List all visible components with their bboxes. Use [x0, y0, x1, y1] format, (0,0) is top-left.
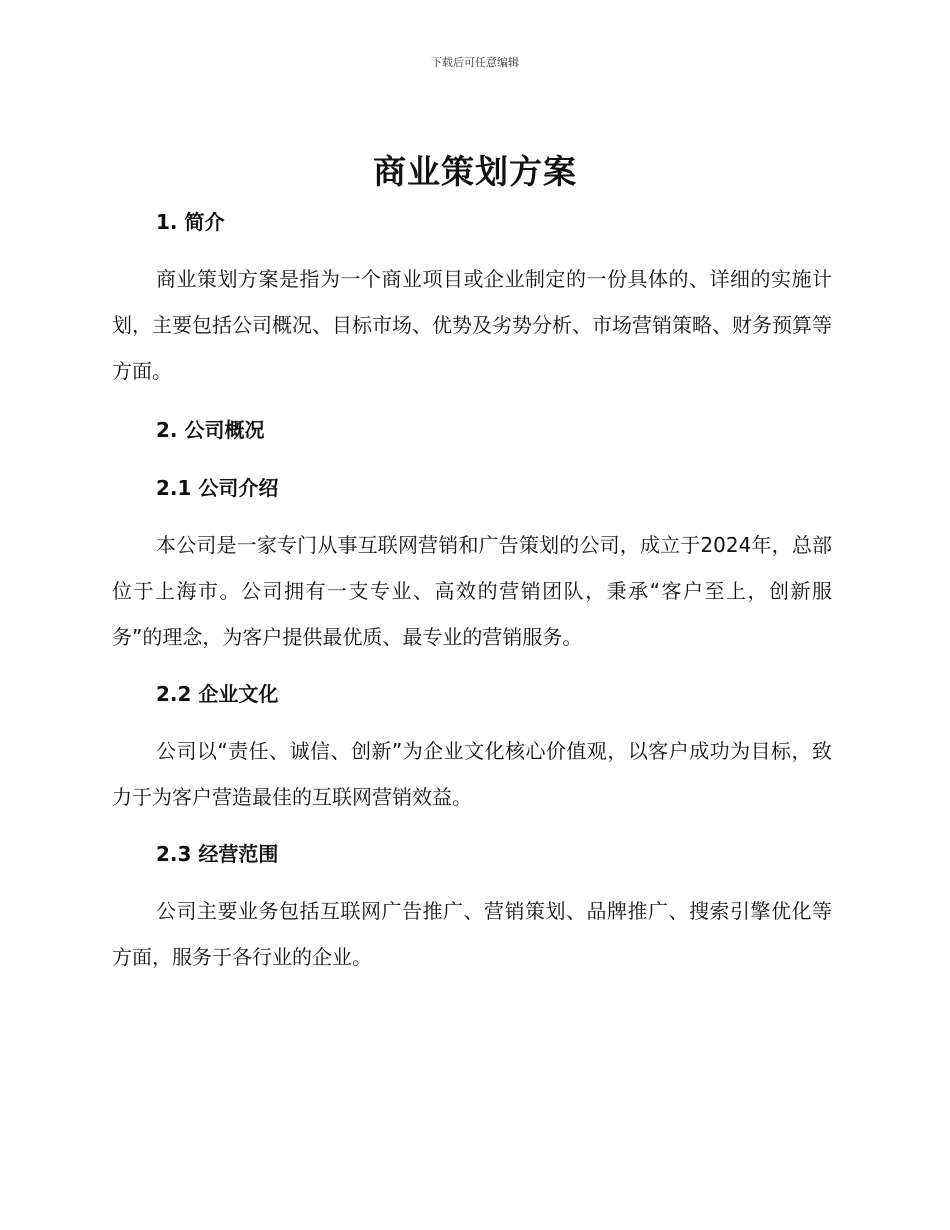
section-heading-company-intro: 2.1 公司介绍: [156, 476, 279, 500]
section-paragraph-corporate-culture: 公司以“责任、诚信、创新”为企业文化核心价值观，以客户成功为目标，致力于为客户营造最佳的互联网营销效益。: [112, 739, 832, 809]
section-heading-business-scope: 2.3 经营范围: [156, 842, 279, 866]
section-paragraph-company-intro: 本公司是一家专门从事互联网营销和广告策划的公司，成立于2024年，总部位于上海市。公司拥有一支专业、高效的营销团队，秉承“客户至上，创新服务”的理念，为客户提供最优质、最专业的营销服务。: [112, 533, 832, 649]
document-title: 商业策划方案: [373, 152, 577, 191]
section-heading-corporate-culture: 2.2 企业文化: [156, 682, 279, 706]
page-header-note: 下载后可任意编辑: [431, 56, 519, 69]
section-heading-intro: 1. 简介: [156, 210, 225, 234]
document-body: [112, 200, 832, 980]
section-paragraph-intro: 商业策划方案是指为一个商业项目或企业制定的一份具体的、详细的实施计划，主要包括公司概况、目标市场、优势及劣势分析、市场营销策略、财务预算等方面。: [112, 267, 832, 383]
section-heading-company-overview: 2. 公司概况: [156, 418, 265, 442]
section-paragraph-business-scope: 公司主要业务包括互联网广告推广、营销策划、品牌推广、搜索引擎优化等方面，服务于各行业的企业。: [112, 899, 832, 969]
